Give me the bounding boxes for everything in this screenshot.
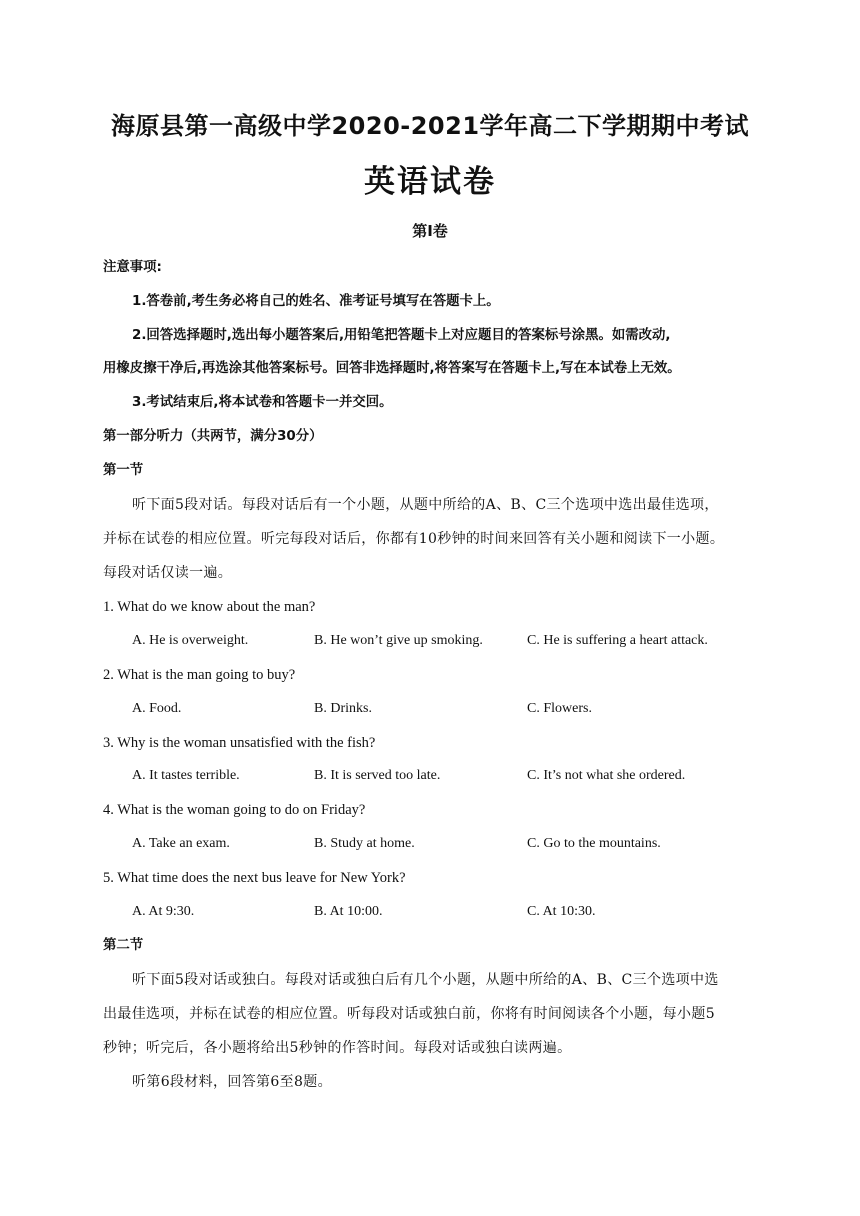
q3-option-c: C. It’s not what she ordered. — [527, 768, 686, 783]
q5-option-c: C. At 10:30. — [527, 904, 596, 919]
part1-heading: 第一部分听力（共两节，满分30分） — [103, 429, 323, 444]
section1-heading: 第一节 — [103, 463, 144, 478]
question-2: 2. What is the man going to buy? — [103, 667, 296, 683]
section1-instruction-1: 听下面5段对话。每段对话后有一个小题，从题中所给的A、B、C三个选项中选出最佳选项， — [132, 497, 719, 513]
note-item-2: 2.回答选择题时,选出每小题答案后,用铅笔把答题卡上对应题目的答案标号涂黑。如需改动, — [132, 328, 671, 343]
q4-option-a: A. Take an exam. — [132, 836, 230, 851]
q5-option-a: A. At 9:30. — [132, 904, 195, 919]
exam-title: 海原县第一高级中学2020-2021学年高二下学期期中考试 — [110, 112, 750, 140]
q2-option-b: B. Drinks. — [314, 701, 372, 716]
q3-option-a: A. It tastes terrible. — [132, 768, 240, 783]
question-5: 5. What time does the next bus leave for New York? — [103, 870, 406, 886]
q4-option-c: C. Go to the mountains. — [527, 836, 661, 851]
section2-instruction-1: 听下面5段对话或独白。每段对话或独白后有几个小题，从题中所给的A、B、C三个选项中选 — [132, 972, 719, 988]
material-6-note: 听第6段材料，回答第6至8题。 — [132, 1074, 332, 1090]
q3-option-b: B. It is served too late. — [314, 768, 441, 783]
volume-label: 第Ⅰ卷 — [412, 222, 448, 240]
section2-instruction-2: 出最佳选项，并标在试卷的相应位置。听每段对话或独白前，你将有时间阅读各个小题，每小题5 — [103, 1006, 715, 1022]
notes-heading: 注意事项: — [103, 260, 162, 275]
q2-option-c: C. Flowers. — [527, 701, 592, 716]
question-4: 4. What is the woman going to do on Friday? — [103, 802, 366, 818]
section1-instruction-3: 每段对话仅读一遍。 — [103, 565, 233, 581]
section2-instruction-3: 秒钟；听完后，各小题将给出5秒钟的作答时间。每段对话或独白读两遍。 — [103, 1040, 572, 1056]
q4-option-b: B. Study at home. — [314, 836, 415, 851]
question-3: 3. Why is the woman unsatisfied with the fish? — [103, 735, 376, 751]
note-item-3: 3.考试结束后,将本试卷和答题卡一并交回。 — [132, 395, 393, 410]
q5-option-b: B. At 10:00. — [314, 904, 383, 919]
exam-subtitle: 英语试卷 — [364, 164, 496, 200]
q2-option-a: A. Food. — [132, 701, 182, 716]
q1-option-c: C. He is suffering a heart attack. — [527, 633, 708, 648]
q1-option-b: B. He won’t give up smoking. — [314, 633, 483, 648]
section2-heading: 第二节 — [103, 938, 144, 953]
q1-option-a: A. He is overweight. — [132, 633, 249, 648]
note-item-1: 1.答卷前,考生务必将自己的姓名、准考证号填写在答题卡上。 — [132, 294, 500, 309]
note-item-2-cont: 用橡皮擦干净后,再选涂其他答案标号。回答非选择题时,将答案写在答题卡上,写在本试卷上无效。 — [103, 361, 681, 376]
section1-instruction-2: 并标在试卷的相应位置。听完每段对话后，你都有10秒钟的时间来回答有关小题和阅读下一小题。 — [103, 531, 725, 547]
question-1: 1. What do we know about the man? — [103, 599, 316, 615]
